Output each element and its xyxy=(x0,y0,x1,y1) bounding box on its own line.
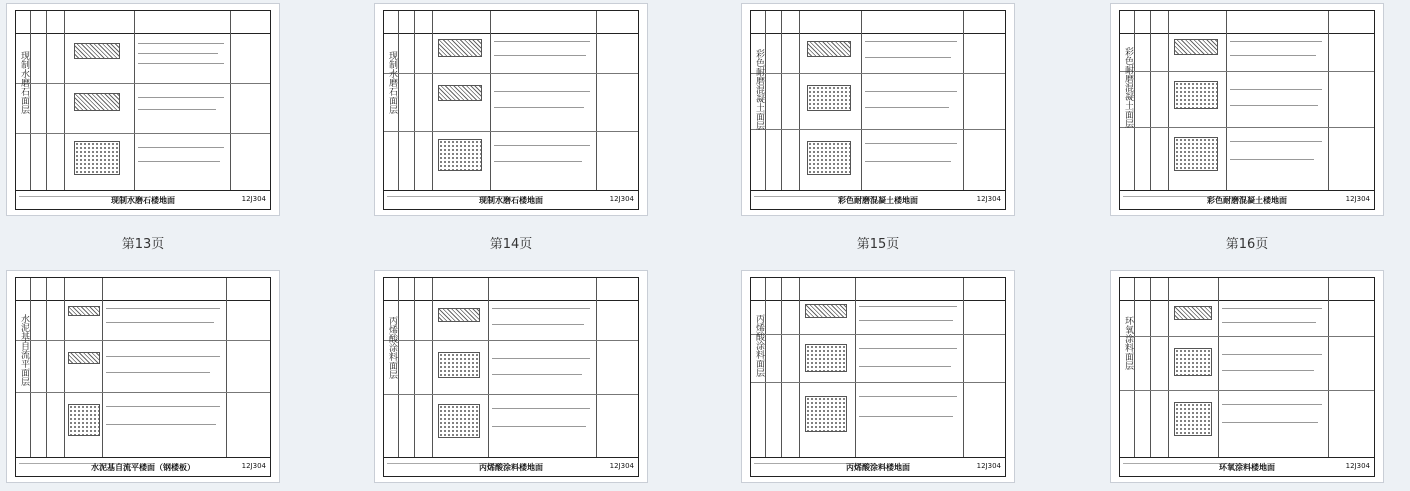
sheet-title: 彩色耐磨混凝土楼地面 xyxy=(1207,196,1287,205)
layer-name-label: 彩色耐磨混凝土面层 xyxy=(754,49,764,130)
atlas-code: 12J304 xyxy=(241,195,266,203)
page-caption[interactable]: 第15页 xyxy=(856,237,900,252)
layer-name-label: 彩色耐磨混凝土面层 xyxy=(1123,47,1133,128)
sheet-title: 丙烯酸涂料楼地面 xyxy=(846,463,910,472)
layer-name-label: 环氧涂料面层 xyxy=(1123,316,1133,370)
page-thumbnail-15[interactable] xyxy=(741,3,1015,216)
drawing-sheet xyxy=(1119,10,1375,210)
drawing-sheet xyxy=(750,277,1006,477)
drawing-sheet xyxy=(15,10,271,210)
page-thumbnail-14[interactable] xyxy=(374,3,648,216)
page-caption[interactable]: 第14页 xyxy=(489,237,533,252)
atlas-code: 12J304 xyxy=(976,462,1001,470)
layer-name-label: 水泥基自流平面层 xyxy=(19,314,29,386)
sheet-title: 环氧涂料楼地面 xyxy=(1219,463,1275,472)
atlas-code: 12J304 xyxy=(1345,195,1370,203)
drawing-sheet xyxy=(15,277,271,477)
sheet-title: 现制水磨石楼地面 xyxy=(111,196,175,205)
page-thumbnail-17[interactable] xyxy=(6,270,280,483)
atlas-code: 12J304 xyxy=(609,462,634,470)
sheet-title: 现制水磨石楼地面 xyxy=(479,196,543,205)
layer-name-label: 现制水磨石面层 xyxy=(387,51,397,114)
atlas-code: 12J304 xyxy=(1345,462,1370,470)
page-thumbnail-16[interactable] xyxy=(1110,3,1384,216)
page-caption[interactable]: 第13页 xyxy=(121,237,165,252)
sheet-title: 彩色耐磨混凝土楼地面 xyxy=(838,196,918,205)
drawing-sheet xyxy=(750,10,1006,210)
sheet-title: 水泥基自流平楼面（钢楼板） xyxy=(91,463,195,472)
page-thumbnail-13[interactable] xyxy=(6,3,280,216)
atlas-code: 12J304 xyxy=(976,195,1001,203)
layer-name-label: 丙烯酸涂料面层 xyxy=(387,316,397,379)
sheet-title: 丙烯酸涂料楼地面 xyxy=(479,463,543,472)
page-thumbnail-20[interactable] xyxy=(1110,270,1384,483)
page-thumbnail-19[interactable] xyxy=(741,270,1015,483)
drawing-sheet xyxy=(1119,277,1375,477)
atlas-code: 12J304 xyxy=(609,195,634,203)
layer-name-label: 丙烯酸涂料面层 xyxy=(754,314,764,377)
drawing-sheet xyxy=(383,277,639,477)
layer-name-label: 现制水磨石面层 xyxy=(19,51,29,114)
drawing-sheet xyxy=(383,10,639,210)
page-caption[interactable]: 第16页 xyxy=(1225,237,1269,252)
page-thumbnail-18[interactable] xyxy=(374,270,648,483)
atlas-code: 12J304 xyxy=(241,462,266,470)
